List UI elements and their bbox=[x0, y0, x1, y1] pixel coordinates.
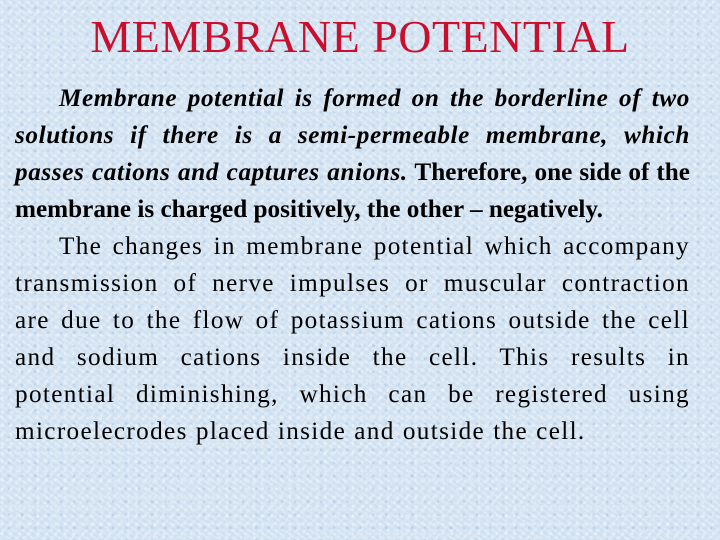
slide-body bbox=[15, 80, 690, 450]
membrane-definition-text: Membrane potential is formed on the borderline of two solutions if there is a semi-permeable membrane, which passes cations and captures anions. bbox=[15, 85, 690, 186]
paragraph-potential-changes: The changes in membrane potential which accompany transmission of nerve impulses or muscular contraction are due to the flow of potassium cations outside the cell and sodium cations inside the cell. This results in potential diminishing, which can be registered using microelecrodes placed inside and outside the cell. bbox=[15, 233, 690, 445]
charge-sides-text: Therefore, one side of the membrane is charged positively, the other – negatively. bbox=[15, 159, 690, 223]
slide-title: MEMBRANE POTENTIAL bbox=[90, 11, 630, 62]
paragraph-membrane-definition bbox=[15, 80, 690, 228]
